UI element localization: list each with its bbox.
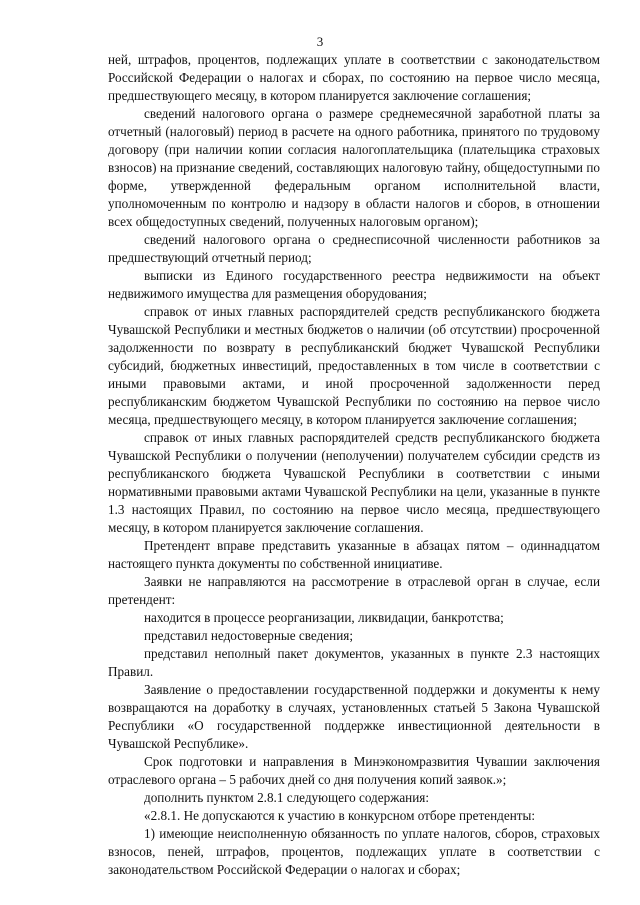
paragraph: находится в процессе реорганизации, ликвидации, банкротства; bbox=[144, 610, 504, 625]
paragraph: Заявление о предоставлении государственной поддержки и документы к нему возвращаются на доработку в случаях, установленных статьей 5 Закона Чувашской Республики «О государственной поддержке инвестиционной деятельности в Чувашской Республике». bbox=[108, 682, 600, 751]
paragraph: «2.8.1. Не допускаются к участию в конкурсном отборе претенденты: bbox=[144, 808, 536, 823]
paragraph: представил неполный пакет документов, указанных в пункте 2.3 настоящих Правил. bbox=[108, 646, 600, 679]
body-text bbox=[108, 51, 600, 879]
paragraph: Претендент вправе представить указанные в абзацах пятом – одиннадцатом настоящего пункта документы по собственной инициативе. bbox=[108, 538, 600, 571]
page-number: 3 bbox=[316, 34, 324, 49]
paragraph: сведений налогового органа о размере среднемесячной заработной платы за отчетный (налоговый) период в расчете на одного работника, принятого по трудовому договору (при наличии копии согласия налогоплательщика (плательщика страховых взносов) на признание сведений, составляющих налоговую тайну, общедоступными по форме, утвержденной федеральным органом исполнительной власти, уполномоченным по контролю и надзору в области налогов и сборов, в отношении всех общедоступных сведений, полученных налоговым органом); bbox=[108, 106, 600, 229]
paragraph: дополнить пунктом 2.8.1 следующего содержания: bbox=[144, 790, 430, 805]
paragraph: Срок подготовки и направления в Минэкономразвития Чувашии заключения отраслевого органа – 5 рабочих дней со дня получения копий заявок.»; bbox=[108, 754, 600, 787]
paragraph: сведений налогового органа о среднесписочной численности работников за предшествующий отчетный период; bbox=[108, 232, 600, 265]
paragraph: справок от иных главных распорядителей средств республиканского бюджета Чувашской Республики о получении (неполучении) получателем субсидии средств из республиканского бюджета Чувашской Республики в соответствии с иными нормативными правовыми актами Чувашской Республики на цели, указанные в пункте 1.3 настоящих Правил, по состоянию на первое число месяца, предшествующего месяцу, в котором планируется заключение соглашения. bbox=[108, 430, 600, 535]
paragraph: 1) имеющие неисполненную обязанность по уплате налогов, сборов, страховых взносов, пеней, штрафов, процентов, подлежащих уплате в соответствии с законодательством Российской Федерации о налогах и сборах; bbox=[108, 826, 600, 877]
paragraph: выписки из Единого государственного реестра недвижимости на объект недвижимого имущества для размещения оборудования; bbox=[108, 268, 600, 301]
paragraph: Заявки не направляются на рассмотрение в отраслевой орган в случае, если претендент: bbox=[108, 574, 600, 607]
paragraph-continuation: ней, штрафов, процентов, подлежащих уплате в соответствии с законодательством Российской Федерации о налогах и сборах, по состоянию на первое число месяца, предшествующего месяцу, в котором планируется заключение соглашения; bbox=[108, 52, 600, 103]
paragraph: представил недостоверные сведения; bbox=[144, 628, 353, 643]
paragraph: справок от иных главных распорядителей средств республиканского бюджета Чувашской Республики и местных бюджетов о наличии (об отсутствии) просроченной задолженности по возврату в республиканский бюджет Чувашской Республики субсидий, бюджетных инвестиций, предоставленных в том числе в соответствии с иными правовыми актами, и иной просроченной задолженности перед республиканским бюджетом Чувашской Республики по состоянию на первое число месяца, предшествующего месяцу, в котором планируется заключение соглашения; bbox=[108, 304, 600, 427]
